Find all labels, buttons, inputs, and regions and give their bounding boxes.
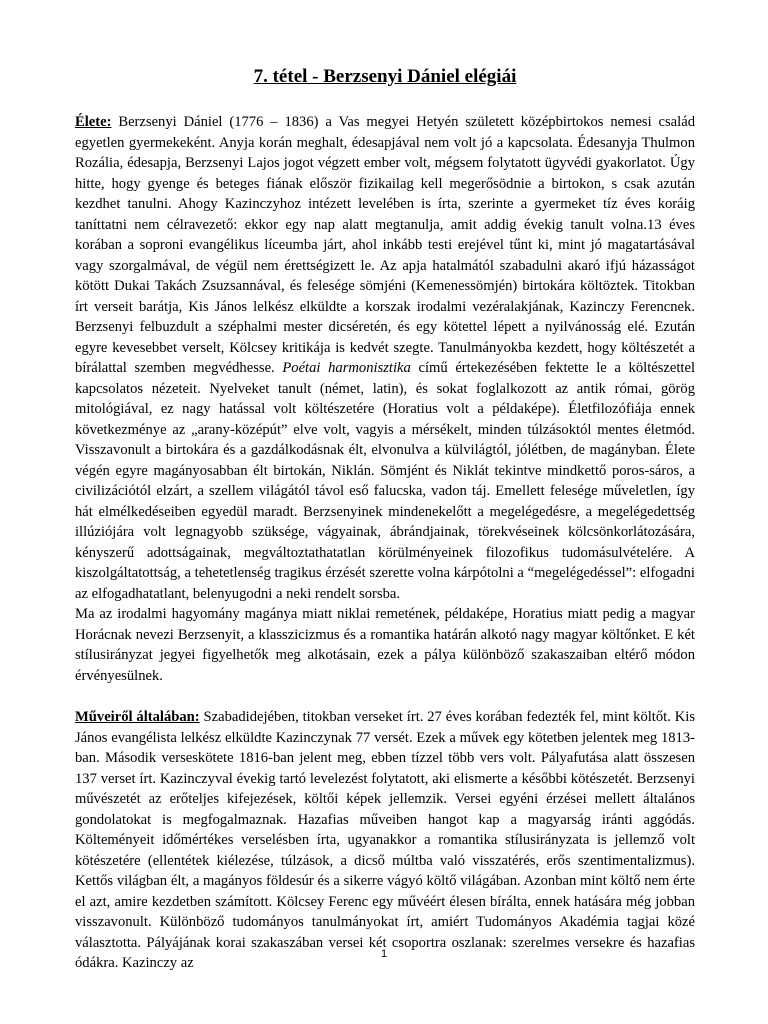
page-number: 1 xyxy=(380,948,388,960)
works-text: Szabadidejében, titokban verseket írt. 27 éves korában fedezték fel, mint költőt. Kis János evangélista lelkész elküldte Kazinczynak 77 versét. Ezek a művek egy kötetben jelentek meg 1813-ban. Második verseskötete 1816-ban jelent meg, ebben tízzel több vers volt. Pályafutása alatt összesen 137 verset írt. Kazinczyval évekig tartó levelezést folytatott, aki elismerte a későbbi kötészetét. Berzsenyi művészetét az erőteljes kifejezések, költői képek jellemzik. Versei egyéni érzései mellett általános gondolatokat is megfogalmaznak. Hazafias műveiben hangot kap a magyarság iránti aggódás. Költeményeit időmértékes verselésben írta, ugyanakkor a romantika stílusirányzata is jellemző volt kötészetére (ellentétek kiélezése, túlzások, a dicső múltba való visszatérés, erős szentimentalizmus). Kettős világban élt, a magányos földesúr és a sikerre vágyó költő világában. Azonban mint költő nem érte el azt, amire kezdetben számított. Kölcsey Ferenc egy művéért élesen bírálta, ennek hatására még jobban visszavonult. Különböző tudományos tanulmányokat írt, amiért Tudományos Akadémia tagjai közé választotta. Pályájának korai szakaszában versei két csoportra oszlanak: szerelmes versekre és hazafias ódákra. Kazinczy az xyxy=(75,709,695,971)
life-label: Élete: xyxy=(75,114,112,130)
legacy-paragraph: Ma az irodalmi hagyomány magánya miatt niklai remetének, példaképe, Horatius miatt pedig a magyar Horácnak nevezi Berzsenyit, a klasszicizmus és a romantika határán alkotó nagy magyar költőnket. E két stílusirányzat jegyei figyelhetők meg alkotásain, ezek a pálya különböző szakaszaiban eltérő módon érvényesülnek. xyxy=(75,606,695,684)
document-page xyxy=(75,64,695,974)
works-label: Műveiről általában: xyxy=(75,709,200,725)
life-paragraph xyxy=(75,112,695,604)
life-text-part-1: Berzsenyi Dániel (1776 – 1836) a Vas megyei Hetyén született középbirtokos nemesi család egyetlen gyermekeként. Anyja korán meghalt, édesapjával nem volt jó a kapcsolata. Édesanyja Thulmon Rozália, édesapja, Berzsenyi Lajos jogot végzett ember volt, mégsem folytatott ügyvédi gyakorlatot. Úgy hitte, hogy gyenge és beteges fiának először fizikailag kell megerősödnie a birtokon, s csak azután kezdhet tanulni. Ahogy Kazinczyhoz intézett levelében is írta, szerinte a gyermeket tíz éves koráig taníttatni nem célravezető: ekkor egy nap alatt megtanulja, amit addig évekig tanult volna.13 éves korában a soproni evangélikus líceumba járt, ahol inkább testi erejével tűnt ki, mint jó magatartásával vagy szorgalmával, de végül nem érettségizett le. Az apja hatalmától szabadulni akaró ifjú házasságot kötött Dukai Takách Zsuzsannával, és felesége sömjéni (Kemenessömjén) birtokára költöztek. Titokban írt verseit barátja, Kis János lelkész elküldte a korszak irodalmi vezéralakjának, Kazinczy Ferencnek. Berzsenyi felbuzdult a széphalmi mester dicséretén, és egy kötettel lépett a nyilvánosság elé. Ezután egyre kevesebbet verselt, Kölcsey kritikája is kedvét szegte. Tanulmányokba kezdett, hogy költészetét a bírálattal szemben megvédhesse. xyxy=(75,114,695,376)
poetai-harmonisztika-title: Poétai harmonisztika xyxy=(282,360,411,376)
works-paragraph xyxy=(75,707,695,974)
section-spacer xyxy=(75,686,695,707)
life-text-part-2: című értekezésében fektette le a költészettel kapcsolatos nézeteit. Nyelveket tanult (német, latin), és sokat foglalkozott az antik római, görög mitológiával, ez nagy hatással volt költészetére (Horatius volt a példaképe). Életfilozófiája ennek következménye az „arany-középút” elve volt, vagyis a mérsékelt, minden túlzásoktól mentes életmód. Visszavonult a birtokára és a gazdálkodásnak élt, elvonulva a külvilágtól, jólétben, de magányban. Élete végén egyre magányosabban élt birtokán, Niklán. Sömjént és Niklát tekintve mindkettő poros-sáros, a civilizációtól elzárt, a szellem világától távol eső falucska, vadon táj. Emellett felesége műveletlen, így hát elmélkedéseiben egyedül maradt. Berzsenyinek mindenekelőtt a megelégedésre, a megelégedettség illúziójára volt legnagyobb szüksége, vágyainak, ábrándjainak, törekvéseinek kölcsönkorlátozására, kényszerű adottságainak, megváltoztathatatlan körülményeinek filozofikus tudomásulvételére. A kiszolgáltatottság, a tehetetlenség tragikus érzését szerette volna kárpótolni a “megelégedéssel”: elfogadni az elfogadhatatlant, belenyugodni a neki rendelt sorsba. xyxy=(75,360,695,602)
document-title: 7. tétel - Berzsenyi Dániel elégiái xyxy=(253,66,517,87)
